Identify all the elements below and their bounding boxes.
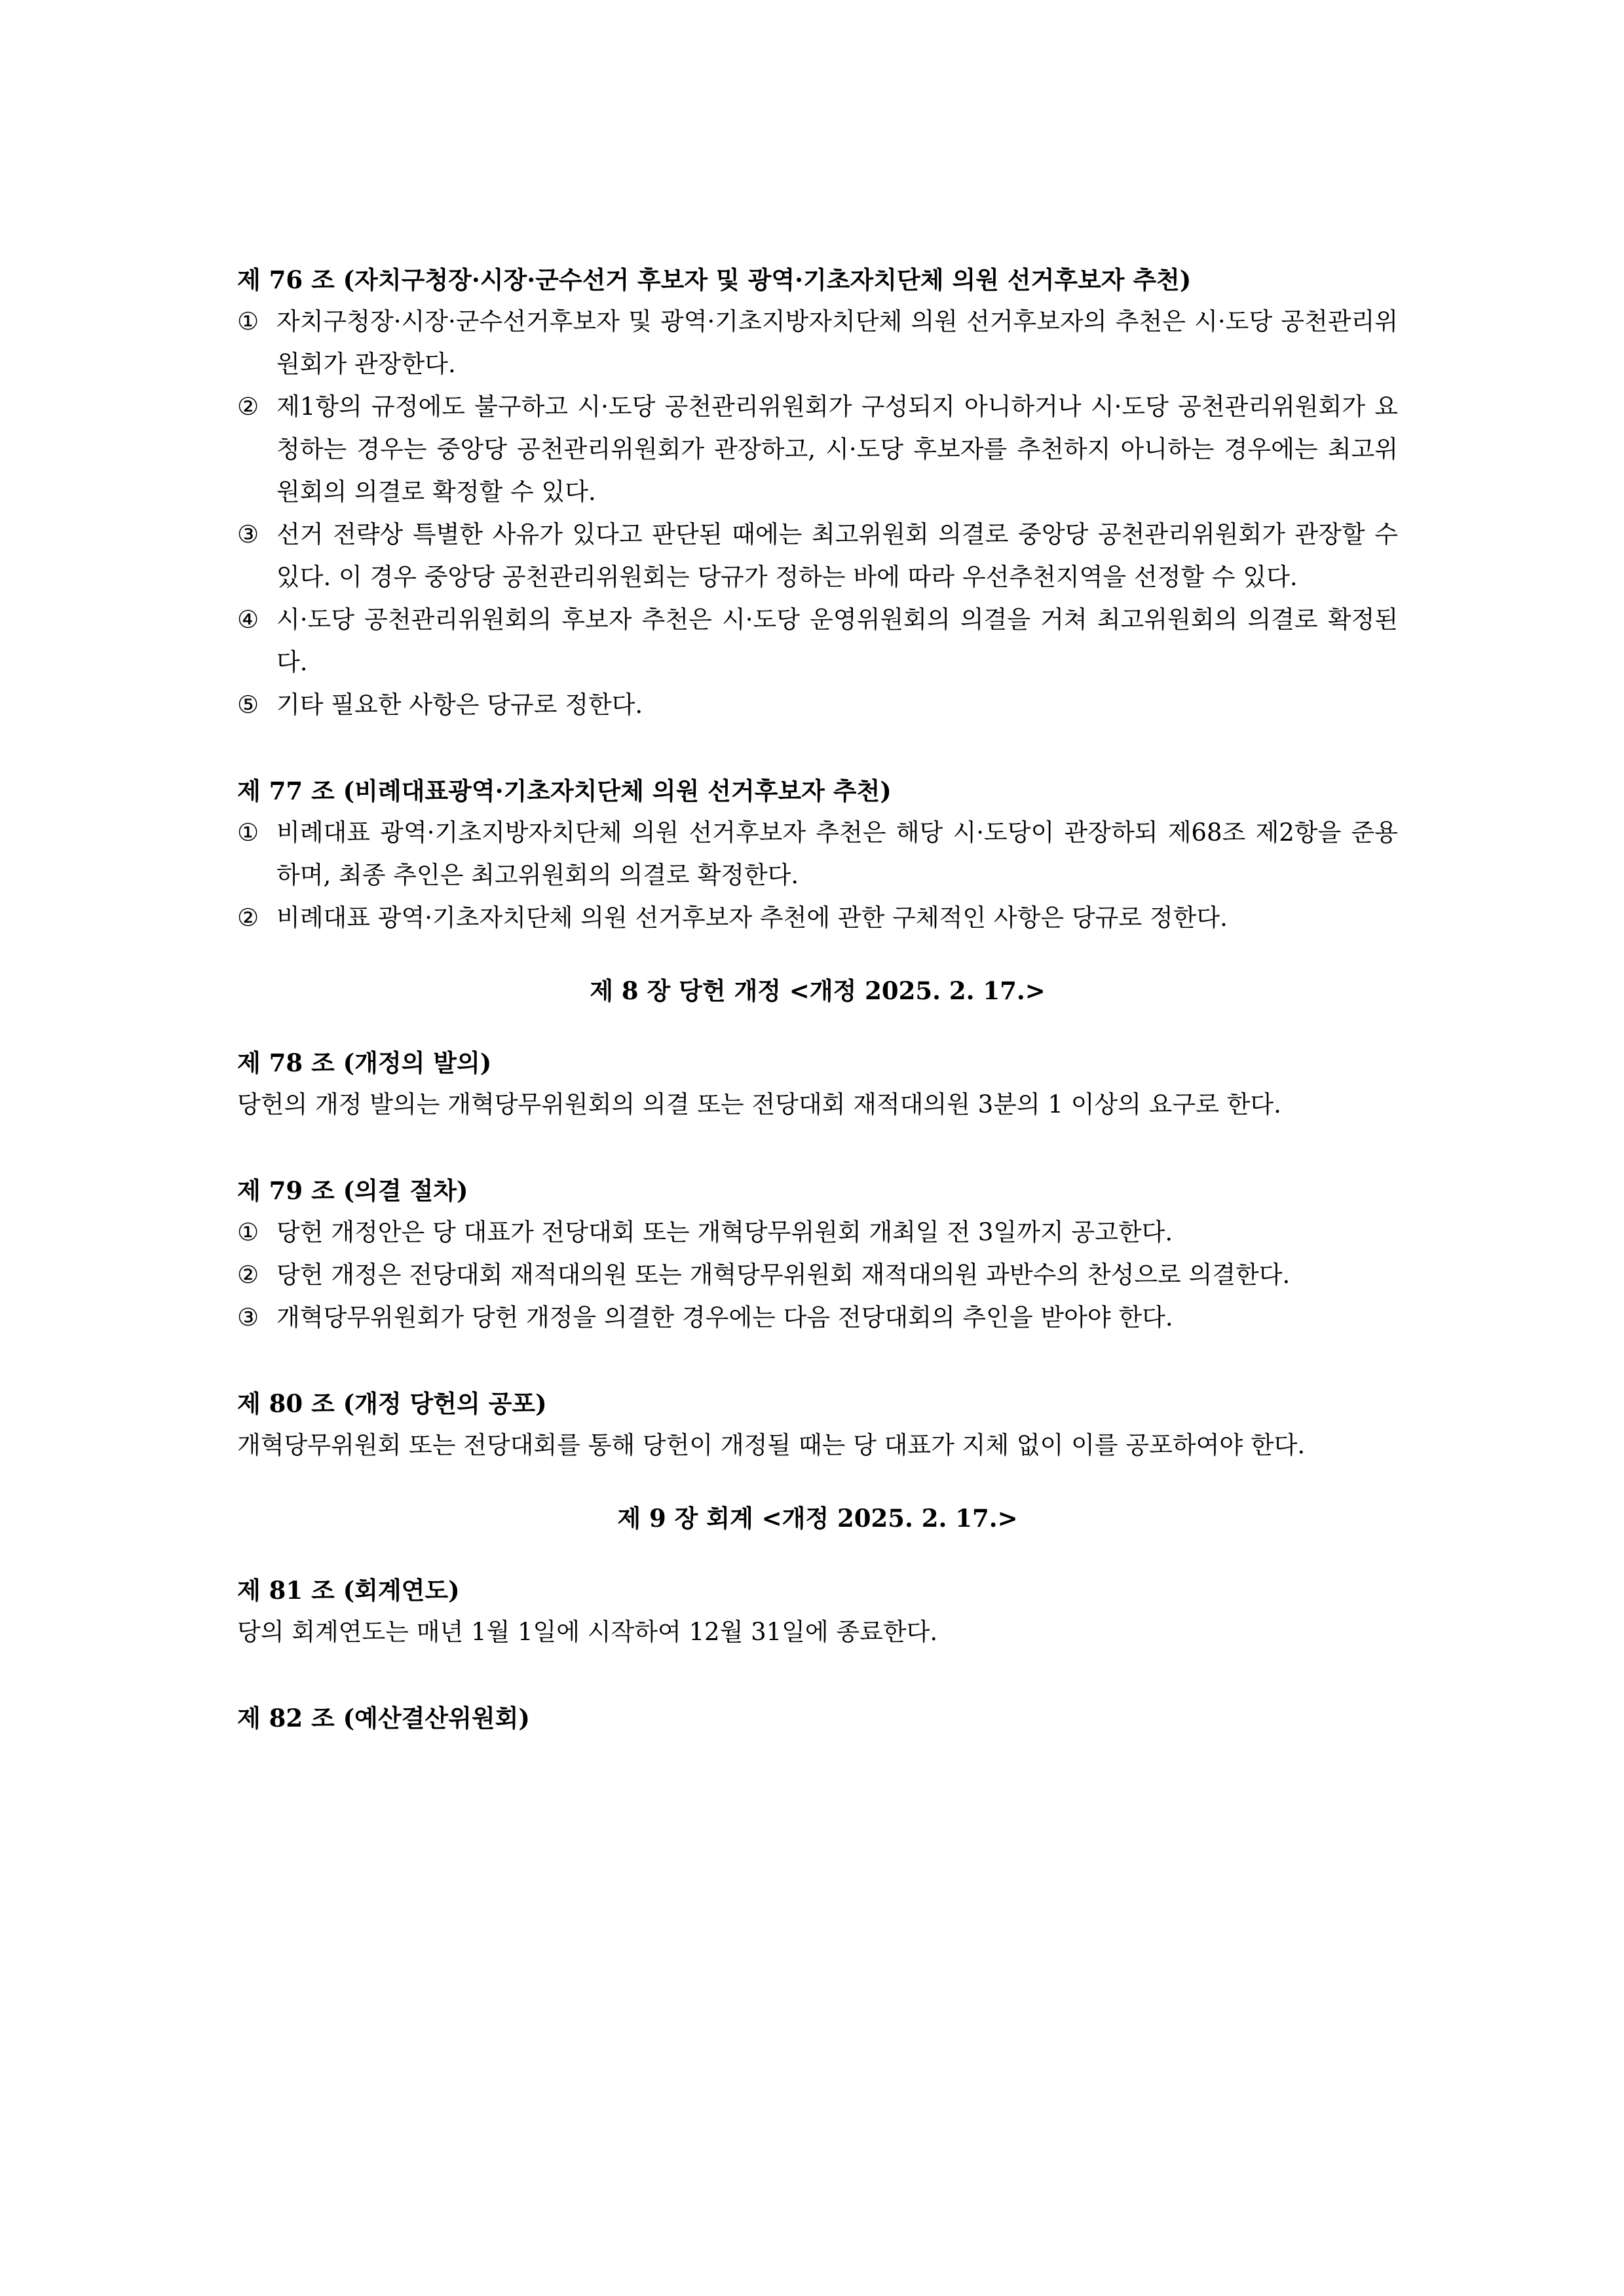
item-number: ② xyxy=(237,1261,259,1289)
item-number: ② xyxy=(237,904,259,932)
article-76-item-4 xyxy=(237,598,1398,683)
spacer xyxy=(237,726,1398,771)
article-81-body: 당의 회계연도는 매년 1월 1일에 시작하여 12월 31일에 종료한다. xyxy=(237,1618,938,1646)
article-77-item-1 xyxy=(237,811,1398,896)
item-text: 시·도당 공천관리위원회의 후보자 추천은 시·도당 운영위원회의 의결을 거쳐 최고위원회의 의결로 확정된다. xyxy=(276,605,1398,676)
item-text: 제1항의 규정에도 불구하고 시·도당 공천관리위원회가 구성되지 아니하거나 시·도당 공천관리위원회가 요청하는 경우는 중앙당 공천관리위원회가 관장하고, 시·도당 후보자를 추천하지 아니하는 경우에는 최고위원회의 의결로 확정할 수 있다. xyxy=(276,392,1398,506)
article-82-title: 제 82 조 (예산결산위원회) xyxy=(237,1704,530,1732)
item-number: ① xyxy=(237,307,259,335)
item-text: 당헌 개정은 전당대회 재적대의원 또는 개혁당무위원회 재적대의원 과반수의 찬성으로 의결한다. xyxy=(276,1261,1291,1289)
item-text: 자치구청장·시장·군수선거후보자 및 광역·기초지방자치단체 의원 선거후보자의 추천은 시·도당 공천관리위원회가 관장한다. xyxy=(276,307,1398,378)
article-78 xyxy=(237,1043,1398,1126)
article-77 xyxy=(237,771,1398,939)
item-text: 비례대표 광역·기초자치단체 의원 선거후보자 추천에 관한 구체적인 사항은 당규로 정한다. xyxy=(276,904,1228,932)
spacer xyxy=(237,1539,1398,1570)
article-81-title: 제 81 조 (회계연도) xyxy=(237,1576,460,1605)
article-80-title: 제 80 조 (개정 당헌의 공포) xyxy=(237,1389,547,1418)
article-76-title: 제 76 조 (자치구청장·시장·군수선거 후보자 및 광역·기초자치단체 의원 선거후보자 추천) xyxy=(237,265,1192,294)
article-76-item-1 xyxy=(237,300,1398,385)
article-82 xyxy=(237,1698,1398,1738)
article-76 xyxy=(237,259,1398,726)
article-78-title: 제 78 조 (개정의 발의) xyxy=(237,1048,492,1077)
item-number: ④ xyxy=(237,605,259,634)
item-number: ① xyxy=(237,818,259,847)
article-77-item-2 xyxy=(237,896,1398,939)
item-text: 비례대표 광역·기초지방자치단체 의원 선거후보자 추천은 해당 시·도당이 관장하되 제68조 제2항을 준용하며, 최종 추인은 최고위원회의 의결로 확정한다. xyxy=(276,818,1398,889)
article-76-item-2 xyxy=(237,385,1398,513)
article-79-item-1 xyxy=(237,1211,1398,1253)
article-78-body: 당헌의 개정 발의는 개혁당무위원회의 의결 또는 전당대회 재적대의원 3분의 1 이상의 요구로 한다. xyxy=(237,1090,1281,1119)
spacer xyxy=(237,1339,1398,1383)
item-number: ⑤ xyxy=(237,691,259,719)
article-79-item-3 xyxy=(237,1296,1398,1339)
article-79 xyxy=(237,1170,1398,1339)
article-76-item-5 xyxy=(237,683,1398,726)
item-number: ③ xyxy=(237,520,259,548)
item-number: ② xyxy=(237,392,259,421)
article-76-item-3 xyxy=(237,513,1398,598)
spacer xyxy=(237,939,1398,970)
item-text: 당헌 개정안은 당 대표가 전당대회 또는 개혁당무위원회 개최일 전 3일까지 공고한다. xyxy=(276,1218,1173,1246)
article-80-body: 개혁당무위원회 또는 전당대회를 통해 당헌이 개정될 때는 당 대표가 지체 없이 이를 공포하여야 한다. xyxy=(237,1431,1306,1459)
item-text: 선거 전략상 특별한 사유가 있다고 판단된 때에는 최고위원회 의결로 중앙당 공천관리위원회가 관장할 수 있다. 이 경우 중앙당 공천관리위원회는 당규가 정하는 바에 따라 우선추천지역을 선정할 수 있다. xyxy=(276,520,1398,591)
document-page xyxy=(237,259,1398,1738)
item-number: ① xyxy=(237,1218,259,1246)
article-77-title: 제 77 조 (비례대표광역·기초자치단체 의원 선거후보자 추천) xyxy=(237,776,892,805)
chapter-9-heading: 제 9 장 회계 <개정 2025. 2. 17.> xyxy=(617,1504,1018,1533)
spacer xyxy=(237,1126,1398,1170)
item-number: ③ xyxy=(237,1303,259,1331)
spacer xyxy=(237,1011,1398,1043)
item-text: 개혁당무위원회가 당헌 개정을 의결한 경우에는 다음 전당대회의 추인을 받아야 한다. xyxy=(276,1303,1173,1331)
article-79-title: 제 79 조 (의결 절차) xyxy=(237,1176,468,1205)
article-79-item-2 xyxy=(237,1253,1398,1296)
chapter-8-heading: 제 8 장 당헌 개정 <개정 2025. 2. 17.> xyxy=(590,976,1046,1005)
article-81 xyxy=(237,1570,1398,1653)
spacer xyxy=(237,1466,1398,1498)
item-text: 기타 필요한 사항은 당규로 정한다. xyxy=(276,691,643,719)
spacer xyxy=(237,1653,1398,1698)
article-80 xyxy=(237,1383,1398,1466)
